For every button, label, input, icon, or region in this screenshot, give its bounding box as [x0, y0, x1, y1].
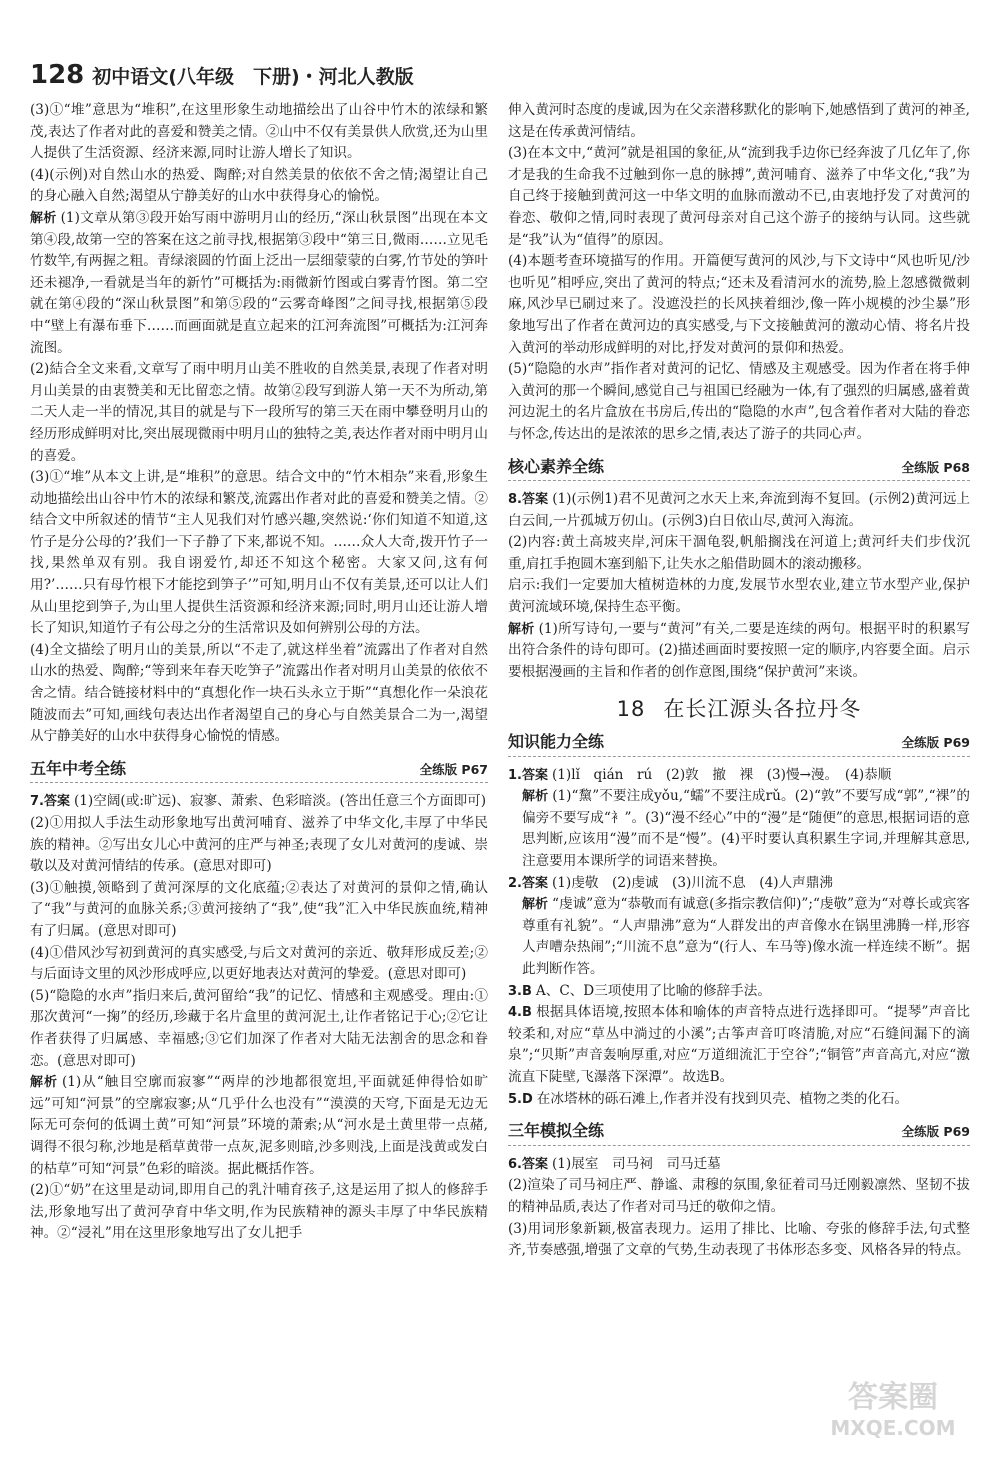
analysis-text: “虔诚”意为“恭敬而有诚意(多指宗教信仰)”;“虔敬”意为“对尊长或宾客尊重有礼貌”。“人声鼎沸”意为“人群发出的声音像水在锅里沸腾一样,形容人声嘈杂热闹”;“川流不息”意为“(行人、车马等)像水流一样连续不断”。据此判断作答。 — [522, 896, 970, 977]
answer-paragraph: (2)結合全文来看,文章写了雨中明月山美不胜收的自然美景,表现了作者对明月山美景的由衷赞美和无比留恋之情。故第②段写到游人第一天不为所动,第二天人走一半的情况,其目的就是与下一段所写的第三天在雨中攀登明月山的经历形成鲜明对比,突出展现微雨中明月山的独特之美,表达作者对雨中明月山的喜爱。 — [30, 361, 488, 464]
answer-paragraph: (4)全文描绘了明月山的美景,所以“不走了,就这样坐着”流露出了作者对自然山水的热爱、陶醉;“等到来年春天吃笋子”流露出作者对明月山美景的依依不舍之情。结合链接材料中的“真想化作一块石头永立于斯”“真想化作一朵浪花随波而去”可知,画线句表达出作者渴望自己的身心与自然美景合二为一,渴望从宁静美好的山水中获得身心愉悦的情感。 — [30, 641, 488, 745]
answer-text: 根据具体语境,按照本体和喻体的声音特点进行选择即可。“提琴”声音比较柔和,对应“草丛中淌过的小溪”;古筝声音叮咚清脆,对应“石缝间漏下的滴泉”;“贝斯”声音轰响厚重,对应“万道细流汇于空谷”;“铜管”声音高亢,对应“激流直下陡壁,飞瀑落下深潭”。故选B。 — [508, 1004, 970, 1085]
analysis-label: 解析 — [522, 897, 549, 913]
answer-text: (1)展室 司马祠 司马迁墓 — [551, 1155, 721, 1172]
answer-paragraph: (3)①“堆”从本文上讲,是“堆积”的意思。结合文中的“竹木相杂”来看,形象生动地描绘出山谷中竹木的浓绿和繁茂,流露出作者对此的喜爱和赞美之情。②结合文中所叙述的情节“主人见我们对竹感兴趣,突然说:‘你们知道不知道,这竹子是分公母的?’我们一下子静了下来,都说不知。……众人大奇,拨开竹子一找,果然单双有别。我自诩爱竹,却还不知这个秘密。大家又问,这有何用?’……只有母竹根下才能挖到笋子’”可知,明月山不仅有美景,还可以让人们从山里挖到笋子,为山里人提供生活资源和经济来源;同时,明月山还让游人增长了知识,知道竹子有公母之分的生活常识及如何辨别公母的方法。 — [30, 469, 488, 637]
section-title: 三年模拟全练 — [508, 1121, 605, 1141]
question-label: 5.D — [508, 1091, 533, 1107]
answer-text: A、C、D三项使用了比喻的修辞手法。 — [535, 982, 771, 999]
left-column — [30, 100, 488, 1245]
analysis-paragraph — [508, 619, 970, 684]
analysis-paragraph — [30, 1072, 488, 1180]
answer-text: (1)lǐ qián rú (2)敦 撤 裸 (3)慢→漫。 (4)恭顺 — [551, 766, 892, 783]
question-answer — [508, 1154, 970, 1176]
section-title: 知识能力全练 — [508, 732, 605, 752]
answer-paragraph: (3)①触摸,领略到了黄河深厚的文化底蕴;②表达了对黄河的景仰之情,确认了“我”与黄河的血脉关系;③黄河接纳了“我”,使“我”汇入中华民族血统,精神有了归属。(意思对即可) — [30, 879, 488, 939]
section-title: 五年中考全练 — [30, 758, 127, 778]
answer-paragraph: 伸入黄河时态度的虔诚,因为在父亲潜移默化的影响下,她感悟到了黄河的神圣,这是在传承黄河情结。 — [508, 102, 970, 140]
lesson-name: 在长江源头各拉丹冬 — [663, 697, 862, 722]
question-answer — [508, 765, 970, 787]
analysis-paragraph: (2)①“奶”在这里是动词,即用自己的乳汁哺育孩子,这是运用了拟人的修辞手法,形象地写出了黄河孕育中华文明,作为民族精神的源头丰厚了中华民族精神。②“浸礼”用在这里形象地写出了女儿把手 — [30, 1182, 488, 1242]
analysis-label: 解析 — [508, 621, 535, 637]
analysis-paragraph — [30, 208, 488, 359]
answer-text: 在冰塔林的砾石滩上,作者并没有找到贝壳、植物之类的化石。 — [536, 1090, 909, 1107]
analysis-paragraph — [508, 786, 970, 872]
answer-paragraph: (5)“隐隐的水声”指作者对黄河的记忆、情感及主观感受。因为作者在将手伸入黄河的那一个瞬间,感觉自己与祖国已经融为一体,有了强烈的归属感,盛着黄河边泥土的名片盒放在书房后,传出的“隐隐的水声”,包含着作者对大陆的眷恋与怀念,传达出的是浓浓的思乡之情,表达了游子的共同心声。 — [508, 361, 970, 442]
answer-paragraph: (5)“隐隐的水声”指归来后,黄河留给“我”的记忆、情感和主观感受。理由:①那次黄河“一掬”的经历,珍藏于名片盒里的黄河泥土,让作者铭记于心;②它让作者获得了归属感、幸福感;③它们加深了作者对大陆无法割舍的思念和眷恋。(意思对即可) — [30, 987, 488, 1069]
answer-paragraph: 启示:我们一定要加大植树造林的力度,发展节水型农业,建立节水型产业,保护黄河流域环境,保持生态平衡。 — [508, 577, 970, 616]
answer-paragraph: (2)①用拟人手法生动形象地写出黄河哺育、滋养了中华文化,丰厚了中华民族的精神。②写出女儿心中黄河的庄严与神圣;表现了女儿对黄河的虔诚、崇敬以及对黄河情结的传承。(意思对即可) — [30, 815, 488, 875]
lesson-number: 18 — [616, 697, 646, 722]
question-label: 8.答案 — [508, 492, 549, 508]
question-answer — [508, 489, 970, 532]
analysis-text: (1)文章从第③段开始写雨中游明月山的经历,“深山秋景图”出现在本文第④段,故第一空的答案在这之前寻找,根据第③段中“第三日,微雨……立见毛竹数竿,有两握之粗。青绿滚圆的竹面上泛出一层细蒙蒙的白雾,竹节处的笋叶还未褪净,一看就是当年的新竹”可概括为:雨微新竹图或白雾青竹图。第二空就在第④段的“深山秋景图”和第⑤段的“云雾奇峰图”之间寻找,根据第⑤段中“壁上有瀑布垂下……而画面就是直立起来的江河奔流图”可概括为:江河奔流图。 — [30, 209, 488, 356]
answer-paragraph: (3)用词形象新颖,极富表现力。运用了排比、比喻、夸张的修辞手法,句式整齐,节奏感强,增强了文章的气势,生动表现了书体形态多变、风格各异的特点。 — [508, 1220, 970, 1259]
analysis-text: (1)从“触目空廓而寂寥”“两岸的沙地都很宽坦,平面就延伸得恰如旷远”可知“河景”的空廓寂寥;从“几乎什么也没有”“漠漠的天穹,下面是无边无际无可奈何的低调土黄”可知“河景”环境的萧索;从“河水是土黄里带一点赭,调得不很匀称,沙地是稻草黄带一点灰,泥多则暗,沙多则浅,上面是浅黄或发白的枯草”可知“河景”色彩的暗淡。据此概括作答。 — [30, 1074, 488, 1177]
book-title: 初中语文(八年级 下册)・河北人教版 — [92, 66, 414, 88]
section-ref: 全练版 P69 — [901, 1124, 970, 1140]
page-number: 128 — [30, 60, 85, 90]
question-label: 6.答案 — [508, 1156, 548, 1172]
page-header — [30, 60, 414, 92]
question-answer — [508, 873, 970, 895]
watermark-text-top: 答案圈 — [848, 1380, 938, 1415]
section-header-knowledge — [508, 731, 970, 757]
answer-paragraph: (4)(示例)对自然山水的热爱、陶醉;对自然美景的依依不舍之情;渴望让自己的身心融入自然;渴望从宁静美好的山水中获得身心的愉悦。 — [30, 166, 488, 205]
right-column — [508, 100, 970, 1262]
analysis-text: (1)所写诗句,一要与“黄河”有关,二要是连续的两句。根据平时的积累写出符合条件的诗句即可。(2)描述画面时要按照一定的顺序,内容要全面。启示要根据漫画的主旨和作者的创作意图,围绕“保护黄河”来谈。 — [508, 620, 970, 680]
question-answer — [508, 1089, 970, 1111]
answer-paragraph: (3)在本文中,“黄河”就是祖国的象征,从“流到我手边你已经奔波了几亿年了,你才是我的生命我不过触到你一息的脉搏”,黄河哺育、滋养了中华文化,“我”为自己终于接触到黄河这一中华文明的血脉而激动不已,由衷地抒发了对黄河的眷恋、敬仰之情,同时表现了黄河母亲对自己这个游子的接纳与认同。这些就是“我”认为“值得”的原因。 — [508, 145, 970, 248]
analysis-label: 解析 — [30, 1075, 58, 1091]
answer-text: (1)虔敬 (2)虔诚 (3)川流不息 (4)人声鼎沸 — [551, 874, 833, 891]
question-label: 7.答案 — [30, 794, 70, 810]
answer-text: (1)(示例1)君不见黄河之水天上来,奔流到海不复回。(示例2)黄河远上白云间,一片孤城万仞山。(示例3)白日依山尽,黄河入海流。 — [508, 491, 971, 529]
question-answer — [30, 791, 488, 813]
question-answer — [508, 981, 970, 1003]
section-header-core-literacy — [508, 456, 970, 482]
answer-paragraph: (3)①“堆”意思为“堆积”,在这里形象生动地描绘出了山谷中竹木的浓绿和繁茂,表达了作者对此的喜爱和赞美之情。②山中不仅有美景供人欣赏,还为山里人提供了生活资源、经济来源,同时让游人增长了知识。 — [30, 102, 488, 162]
answer-text: (1)空阔(或:旷远)、寂寥、萧索、色彩暗淡。(答出任意三个方面即可) — [73, 793, 487, 810]
answer-paragraph: (4)本题考查环境描写的作用。开篇便写黄河的风沙,与下文诗中“风也听见/沙也听见”相呼应,突出了黄河的特点;“还未及看清河水的流势,脸上忽感微微刺麻,风沙早已刷过来了。没遮没拦的长风挟着细沙,像一阵小规模的沙尘暴”形象地写出了作者在黄河边的真实感受,与下文接触黄河的激动心情、将名片投入黄河的举动形成鲜明的对比,抒发对黄河的景仰和热爱。 — [508, 253, 970, 356]
watermark-logo — [808, 1373, 978, 1443]
answer-paragraph: (2)内容:黄土高坡夹岸,河床干涸龟裂,帆船搁浅在河道上;黄河纤夫们步伐沉重,肩扛手抱圆木塞到船下,让失水之船借助圆木的滚动搬移。 — [508, 534, 970, 572]
question-label: 4.B — [508, 1005, 532, 1021]
section-ref: 全练版 P69 — [901, 735, 970, 751]
analysis-label: 解析 — [30, 210, 57, 226]
answer-paragraph: (4)①借风沙写初到黄河的真实感受,与后文对黄河的亲近、敬拜形成反差;②与后面诗文里的风沙形成呼应,以更好地表达对黄河的挚爱。(意思对即可) — [30, 944, 488, 983]
watermark-text-bottom: MXQE.COM — [830, 1416, 956, 1440]
question-answer — [508, 1002, 970, 1088]
lesson-title — [508, 699, 970, 721]
answer-paragraph: (2)渲染了司马祠庄严、静谧、肃穆的氛围,象征着司马迁刚毅凛然、坚韧不拔的精神品质,表达了作者对司马迁的敬仰之情。 — [508, 1177, 970, 1215]
question-label: 2.答案 — [508, 875, 548, 891]
section-header-five-year — [30, 758, 488, 784]
section-title: 核心素养全练 — [508, 456, 605, 476]
section-ref: 全练版 P68 — [901, 459, 970, 475]
section-header-three-year — [508, 1120, 970, 1146]
analysis-paragraph — [508, 894, 970, 980]
analysis-label: 解析 — [522, 789, 549, 805]
question-label: 1.答案 — [508, 767, 548, 783]
question-label: 3.B — [508, 983, 532, 999]
section-ref: 全练版 P67 — [419, 761, 488, 777]
analysis-text: (1)“黧”不要注成yǒu,“蠕”不要注成rǔ。(2)“敦”不要写成“郭”,“裸”的偏旁不要写成“衤”。(3)“漫不经心”中的“漫”是“随便”的意思,根据词语的意思判断,应该用“漫”而不是“慢”。(4)平时要认真积累生字词,并理解其意思,注意要用本课所学的词语来替换。 — [522, 788, 970, 869]
